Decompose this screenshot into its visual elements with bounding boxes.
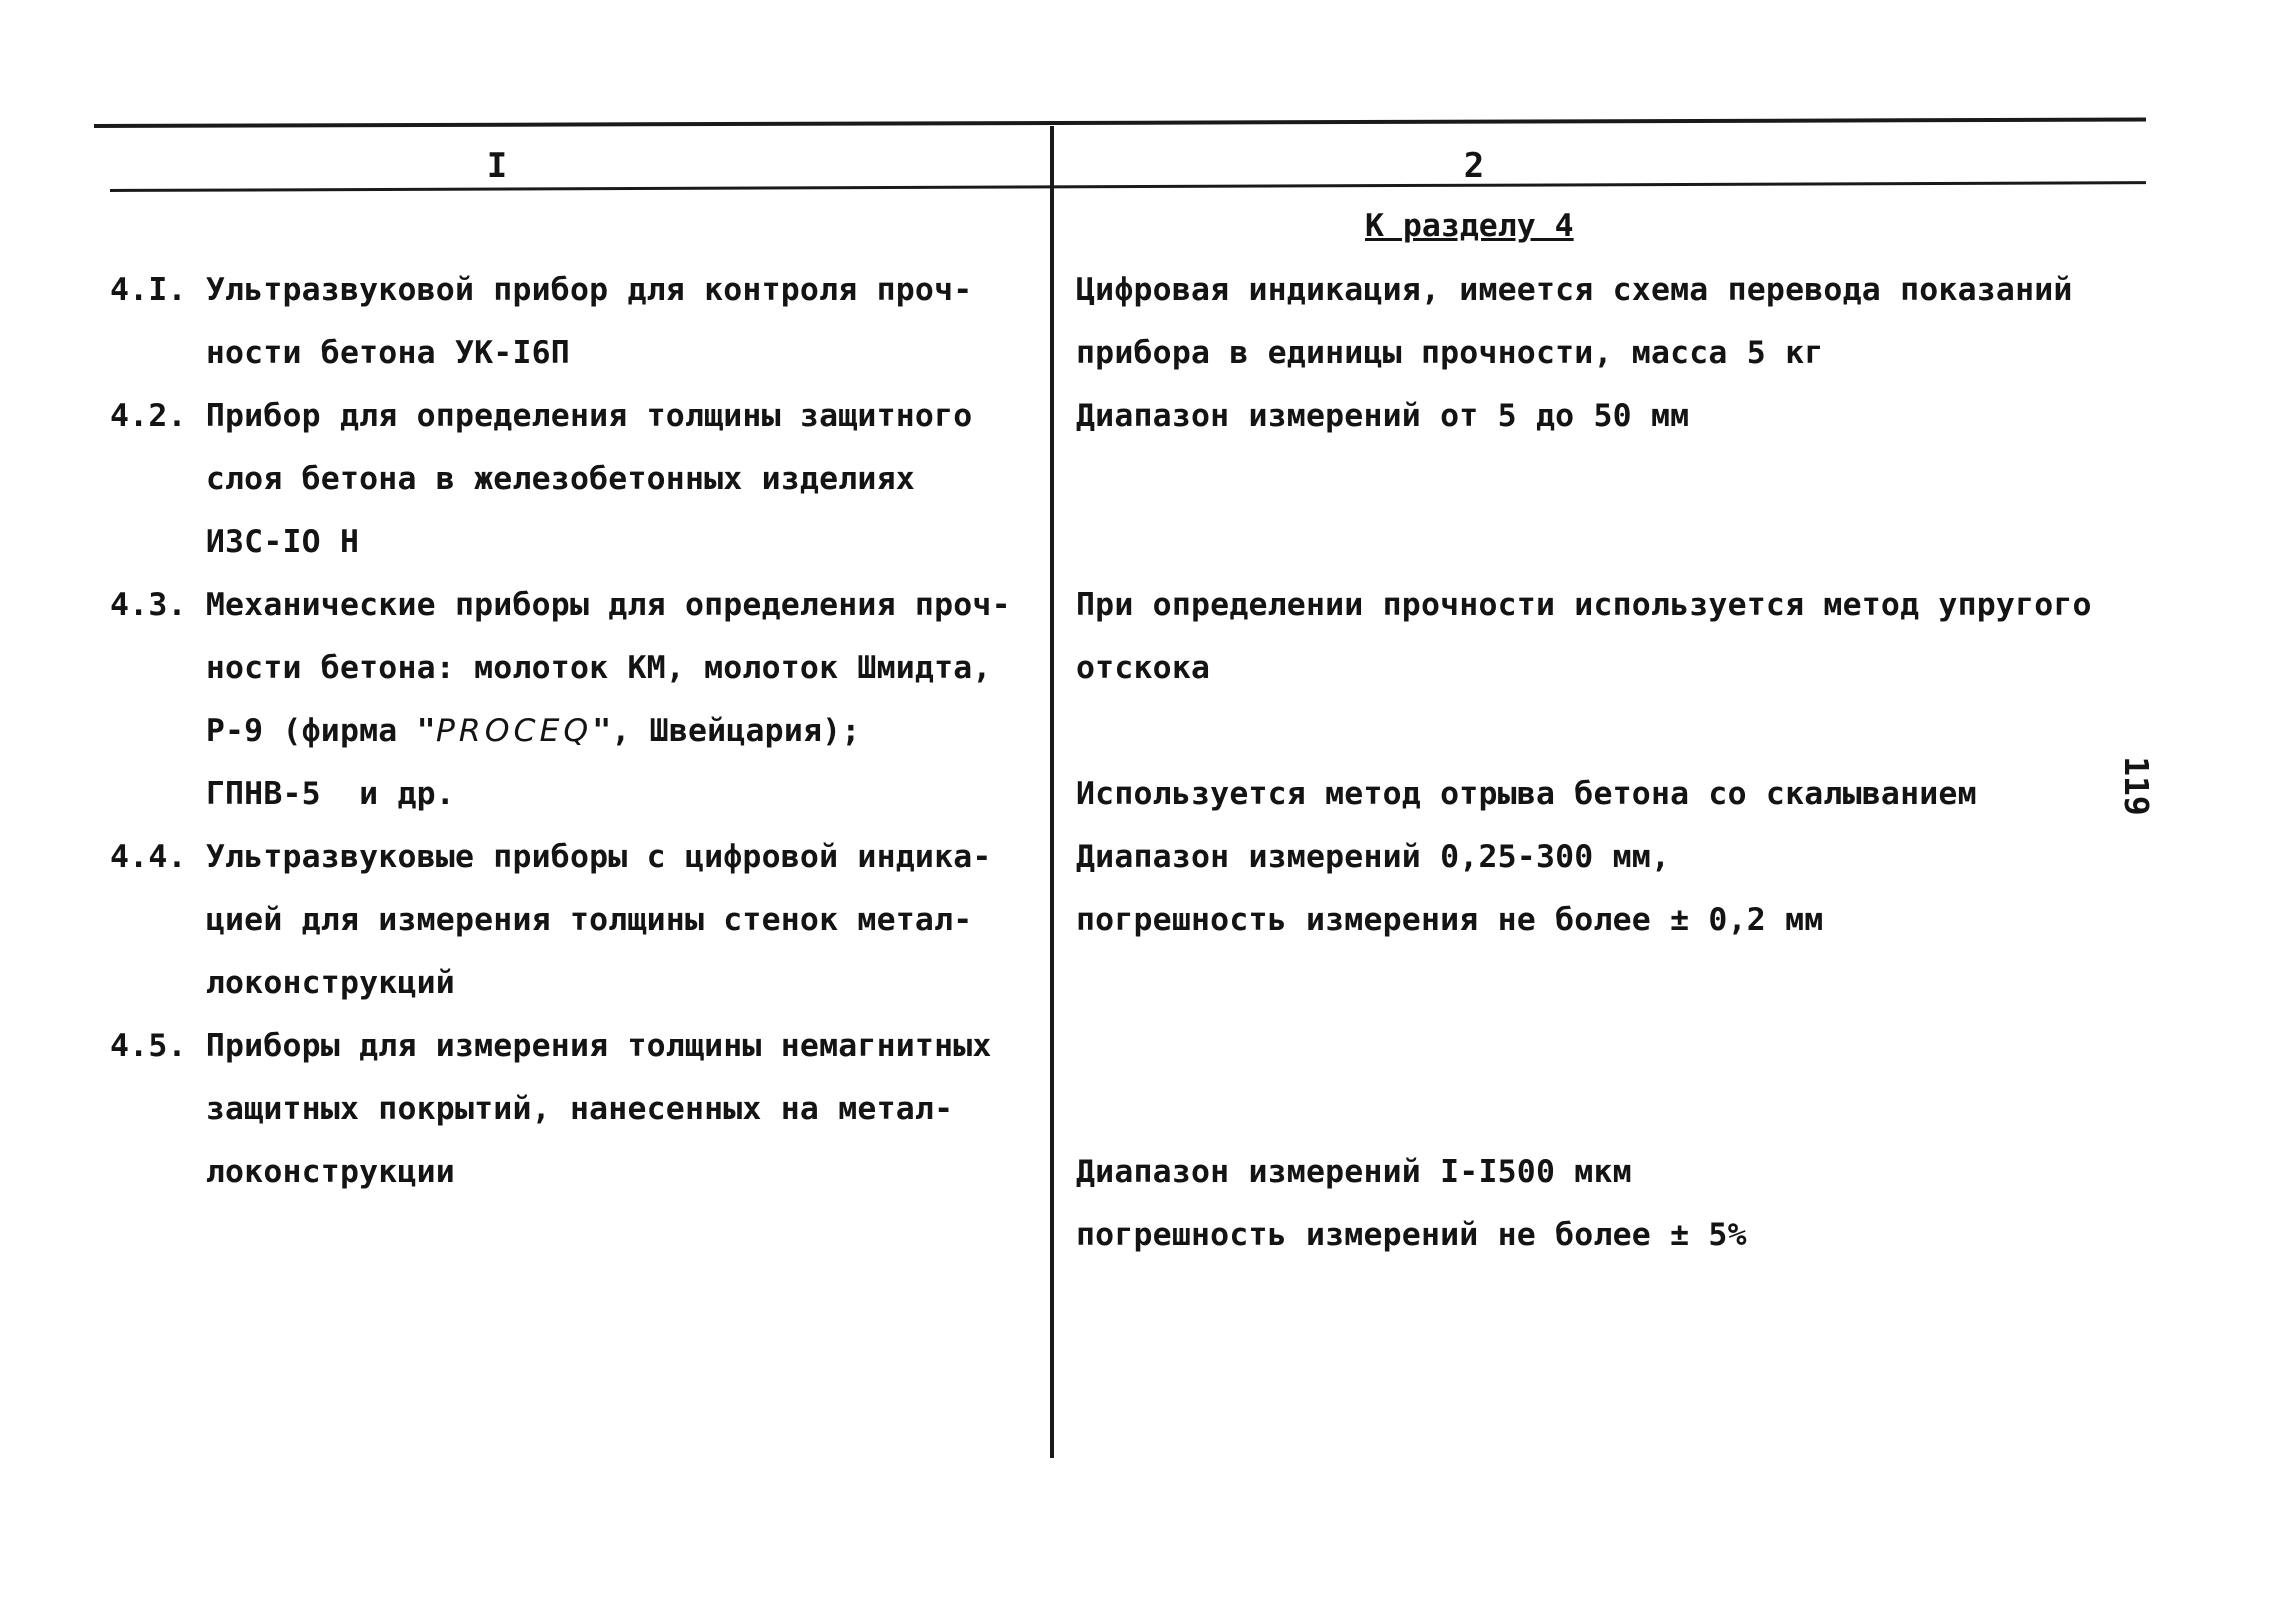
right-line-1: Цифровая индикация, имеется схема перевода показаний — [1076, 272, 2073, 308]
left-line-6: 4.3. Механические приборы для определения проч- — [110, 587, 1011, 623]
right-line-7: Диапазон измерений 0,25-300 мм, — [1076, 839, 1671, 875]
table-header-rule — [110, 181, 2146, 192]
column-header-1: I — [486, 146, 508, 186]
left-line-5: ИЗС-IO Н — [110, 524, 360, 560]
left-line-4: слоя бетона в железобетонных изделиях — [110, 461, 915, 497]
section-title: К разделу 4 — [1365, 208, 1574, 244]
right-line-5: отскока — [1076, 650, 1211, 686]
right-line-9: Диапазон измерений I-I500 мкм — [1076, 1154, 1632, 1190]
left-line-14: защитных покрытий, нанесенных на метал- — [110, 1091, 954, 1127]
left-line-7: ности бетона: молоток КМ, молоток Шмидта, — [110, 650, 992, 686]
right-line-10: погрешность измерений не более ± 5% — [1076, 1217, 1747, 1253]
firm-suffix: ", Швейцария); — [592, 713, 861, 749]
left-line-8-text: Р-9 (фирма " — [110, 713, 436, 749]
column-header-2: 2 — [1463, 146, 1485, 186]
column-divider — [1050, 126, 1054, 1458]
left-line-11: цией для измерения толщины стенок метал- — [110, 902, 973, 938]
left-line-10: 4.4. Ультразвуковые приборы с цифровой индика- — [110, 839, 992, 875]
left-line-13: 4.5. Приборы для измерения толщины немагнитных — [110, 1028, 992, 1064]
left-line-1: 4.I. Ультразвуковой прибор для контроля проч- — [110, 272, 973, 308]
table-top-rule — [94, 118, 2146, 128]
page-number: 119 — [2117, 756, 2156, 816]
left-line-12: локонструкций — [110, 965, 455, 1001]
right-line-4: При определении прочности используется метод упругого — [1076, 587, 2092, 623]
left-line-8 — [110, 711, 861, 751]
firm-name-handwritten: PROCEQ — [435, 713, 593, 749]
left-line-3: 4.2. Прибор для определения толщины защитного — [110, 398, 973, 434]
left-line-9: ГПНВ-5 и др. — [110, 776, 455, 812]
right-line-6: Используется метод отрыва бетона со скалыванием — [1076, 776, 1977, 812]
right-line-8: погрешность измерения не более ± 0,2 мм — [1076, 902, 1824, 938]
right-line-3: Диапазон измерений от 5 до 50 мм — [1076, 398, 1690, 434]
left-line-2: ности бетона УК-I6П — [110, 335, 570, 371]
left-line-15: локонструкции — [110, 1154, 455, 1190]
right-line-2: прибора в единицы прочности, масса 5 кг — [1076, 335, 1824, 371]
